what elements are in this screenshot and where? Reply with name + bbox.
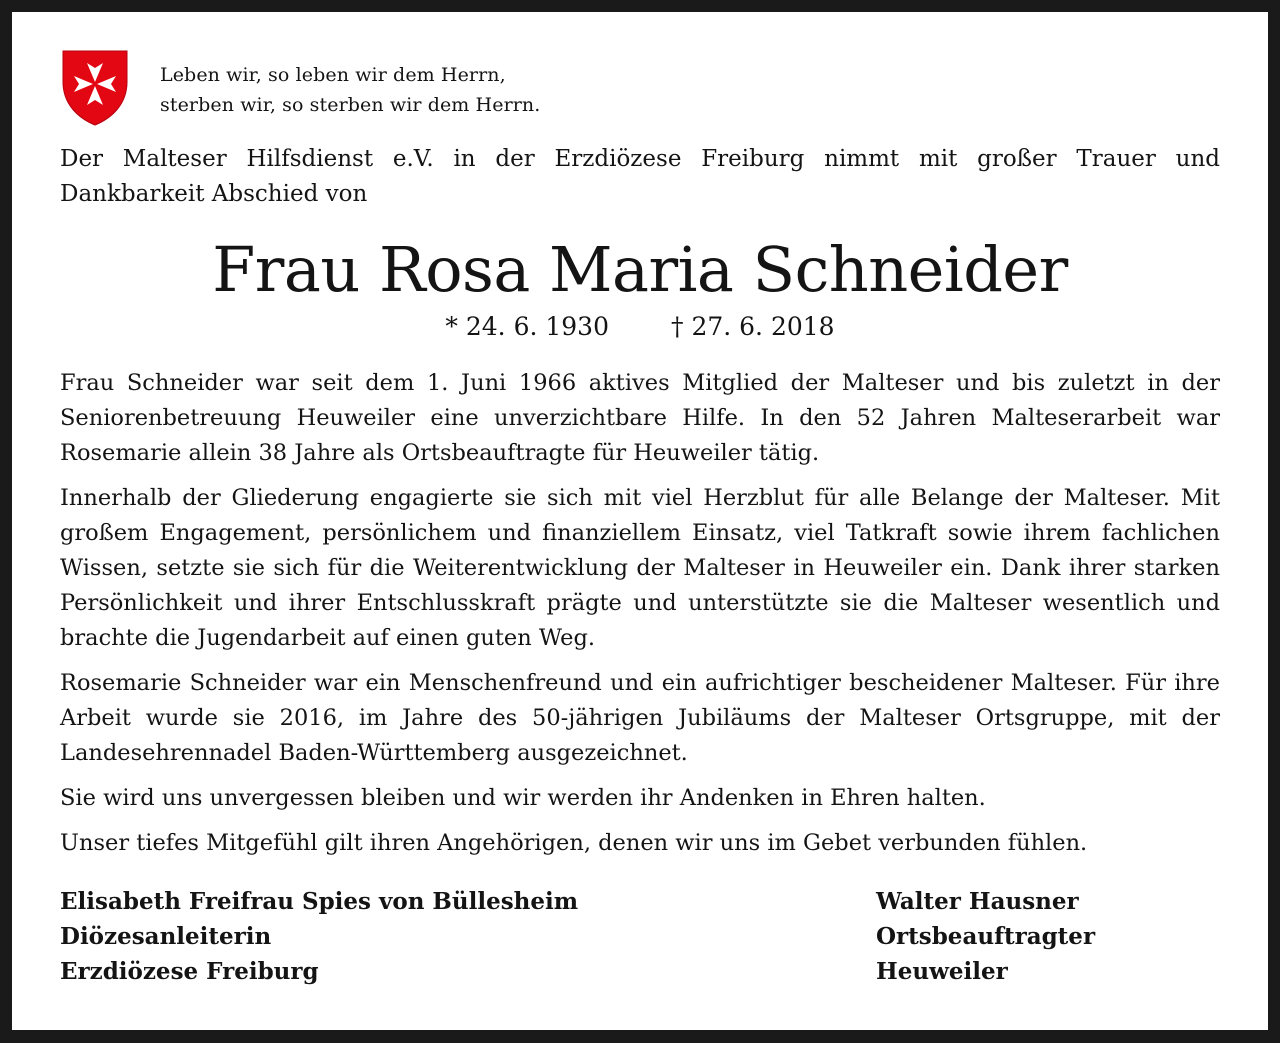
motto [160,60,540,120]
signatory-role: Diözesanleiterin [60,923,272,950]
signatory-diocese [60,884,578,989]
body-paragraph: Unser tiefes Mitgefühl gilt ihren Angehörigen, denen wir uns im Gebet verbunden fühlen. [60,830,1088,856]
life-dates [60,310,1220,344]
header [60,48,540,128]
maltese-cross-shield-icon [60,48,130,128]
birth-date: * 24. 6. 1930 [445,312,609,341]
intro-text: Der Malteser Hilfsdienst e.V. in der Erzdiözese Freiburg nimmt mit großer Trauer und Dankbarkeit Abschied von [60,146,1220,207]
signatory-name: Walter Hausner [876,888,1079,915]
motto-line: sterben wir, so sterben wir dem Herrn. [160,94,541,116]
body-paragraph: Rosemarie Schneider war ein Menschenfreund und ein aufrichtiger bescheidener Malteser. Für ihre Arbeit wurde sie 2016, im Jahre des 50-jährigen Jubiläums der Malteser Ortsgruppe, mit der Landesehrennadel Baden-Württemberg ausgezeichnet. [60,670,1220,766]
body-paragraph: Frau Schneider war seit dem 1. Juni 1966 aktives Mitglied der Malteser und bis zuletzt in der Seniorenbetreuung Heuweiler eine unverzichtbare Hilfe. In den 52 Jahren Malteserarbeit war Rosemarie allein 38 Jahre als Ortsbeauftragte für Heuweiler tätig. [60,370,1220,466]
signatory-local [876,884,1095,989]
obituary-body [60,366,1220,871]
signatory-name: Elisabeth Freifrau Spies von Büllesheim [60,888,579,915]
body-paragraph: Innerhalb der Gliederung engagierte sie sich mit viel Herzblut für alle Belange der Malteser. Mit großem Engagement, persönlichem und finanziellem Einsatz, viel Tatkraft sowie ihrem fachlichen Wissen, setzte sie sich für die Weiterentwicklung der Malteser in Heuweiler ein. Dank ihrer starken Persönlichkeit und ihrer Entschlusskraft prägte und unterstützte sie die Malteser wesentlich und brachte die Jugendarbeit auf einen guten Weg. [60,485,1220,651]
death-date: † 27. 6. 2018 [671,312,835,341]
deceased-name: Frau Rosa Maria Schneider [212,233,1068,306]
obituary-notice [12,12,1268,1030]
signatory-role: Ortsbeauftragter [876,923,1096,950]
body-paragraph: Sie wird uns unvergessen bleiben und wir werden ihr Andenken in Ehren halten. [60,785,986,811]
signatory-place: Heuweiler [876,958,1008,985]
signatory-place: Erzdiözese Freiburg [60,958,319,985]
motto-line: Leben wir, so leben wir dem Herrn, [160,64,506,86]
